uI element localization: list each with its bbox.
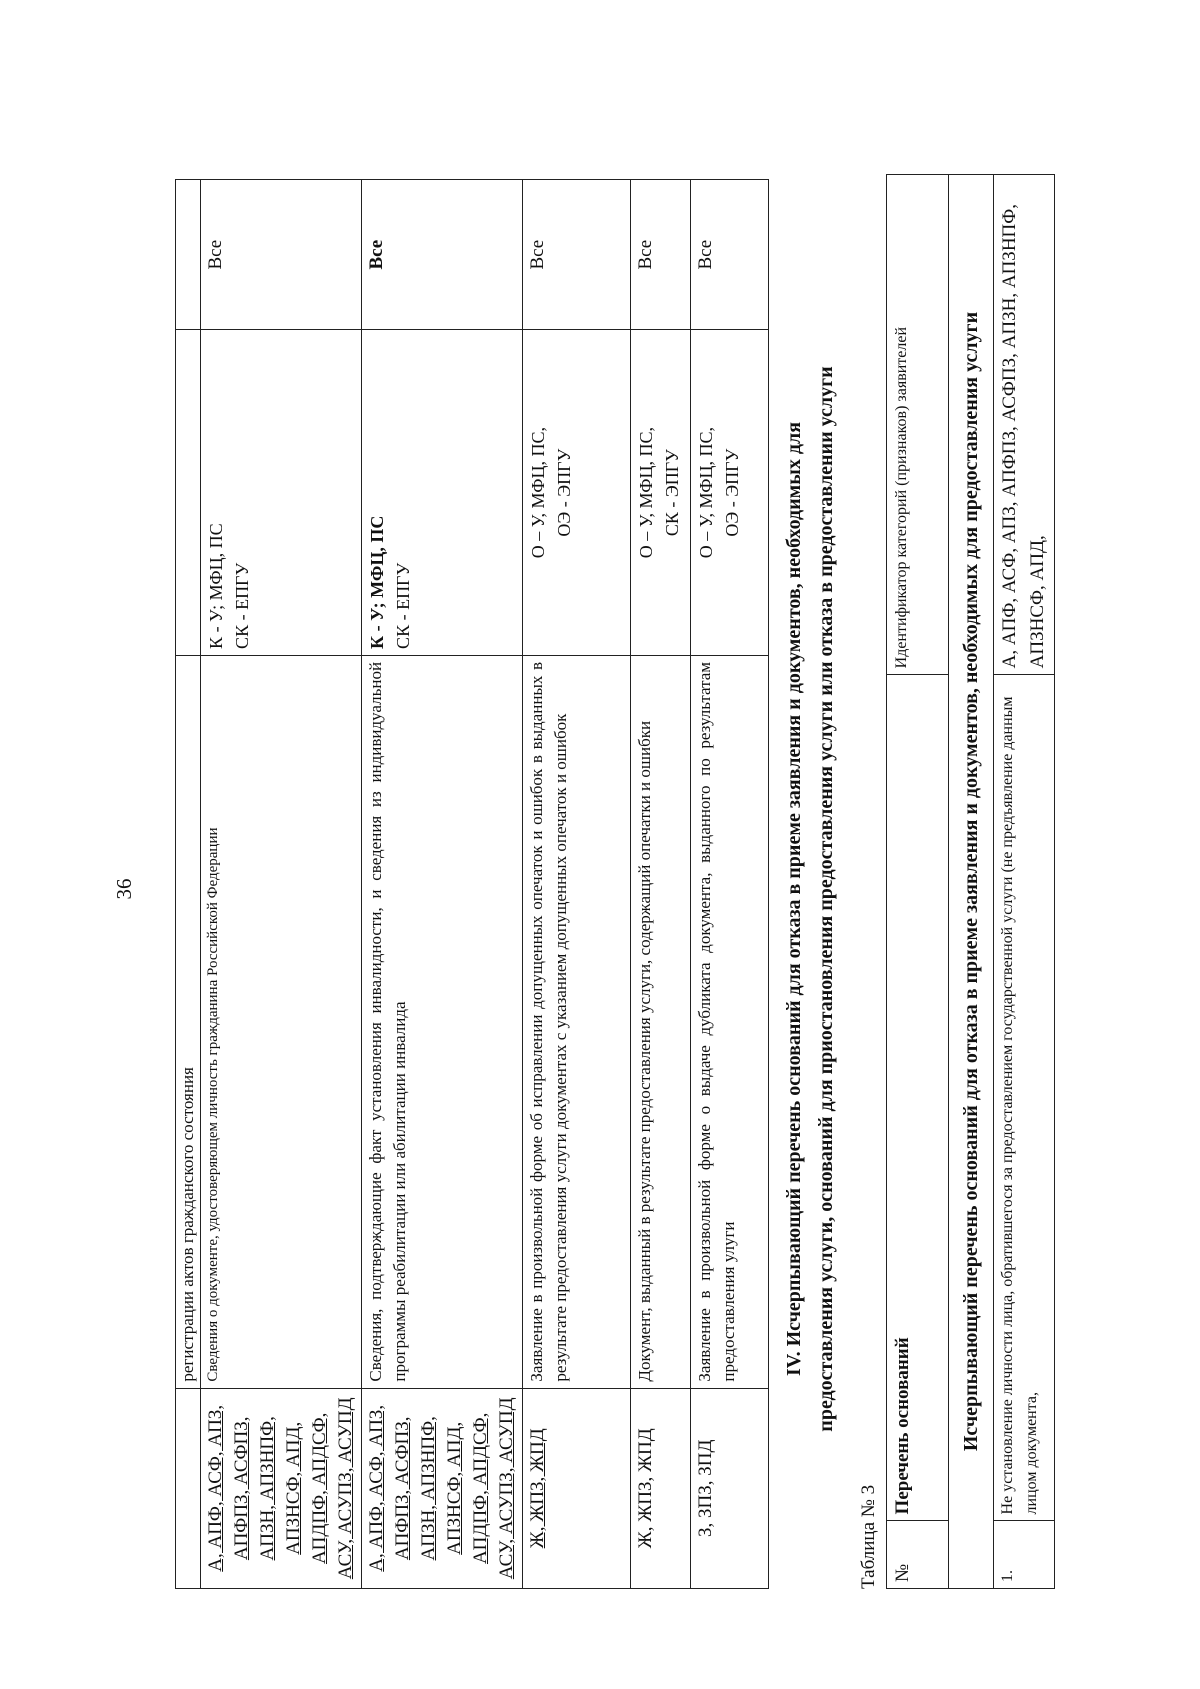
identifier-cell: А, АПФ, АСФ, АПЗ, АПФПЗ, АСФПЗ, АПЗН, АПЗНПФ, АПЗНСФ, АПД, [994, 175, 1055, 675]
table-row [631, 180, 691, 1589]
section-title [778, 259, 842, 1539]
table-row [201, 180, 362, 1589]
basis-cell: Не установление личности лица, обратившегося за предоставлением государственной услуги (не предъявление данным лицом документа, [994, 675, 1055, 1521]
refusal-grounds-table [886, 174, 1055, 1589]
row-number: 1. [994, 1521, 1055, 1589]
channels-cell [691, 330, 769, 656]
table-row [362, 180, 523, 1589]
group-row [949, 175, 994, 1589]
applicants-cell: Все [631, 180, 691, 330]
channels-cell [176, 330, 201, 656]
document-cell: Заявление в произвольной форме об исправлении допущенных опечаток и ошибок в выданных в результате предоставления услуги документах с указанием допущенных опечаток и ошибок [523, 655, 631, 1388]
group-title: Исчерпывающий перечень оснований для отказа в приеме заявления и документов, необходимых для предоставления услуги [949, 175, 994, 1589]
channel-line: ОЭ - ЭПГУ [554, 448, 574, 537]
applicants-cell: Все [362, 180, 523, 330]
table-row [176, 180, 201, 1589]
applicant-ids-cell: Ж, ЖПЗ, ЖПД [631, 1388, 691, 1588]
section-title-line: предоставления услуги, оснований для приостановления предоставления услуги или отказа в предоставлении услуги [815, 366, 837, 1432]
applicant-ids-cell: Ж, ЖПЗ, ЖПД [523, 1388, 631, 1588]
channels-cell [523, 330, 631, 656]
channel-line: СК - ЕПГУ [232, 562, 252, 649]
header-basis: Перечень оснований [887, 675, 949, 1521]
applicants-cell: Все [691, 180, 769, 330]
document-cell: Документ, выданный в результате предоставления услуги, содержащий опечатки и ошибки [631, 655, 691, 1388]
applicant-ids-cell [176, 1388, 201, 1588]
applicant-ids-cell: З, ЗПЗ, ЗПД [691, 1388, 769, 1588]
table-row [691, 180, 769, 1589]
page-number: 36 [112, 878, 136, 900]
header-identifier: Идентификатор категорий (признаков) заявителей [887, 175, 949, 675]
applicants-cell [176, 180, 201, 330]
channels-cell [631, 330, 691, 656]
table-row [994, 175, 1055, 1589]
channel-line: К - У; МФЦ, ПС [206, 523, 226, 649]
channel-line: К - У; МФЦ, ПС [367, 515, 387, 649]
applicants-cell: Все [201, 180, 362, 330]
channel-line: О – У, МФЦ, ПС, [636, 426, 656, 559]
channel-line: ОЭ - ЭПГУ [722, 448, 742, 537]
channel-line: СК - ЕПГУ [393, 562, 413, 649]
document-cell: регистрации актов гражданского состояния [176, 655, 201, 1388]
applicants-cell: Все [523, 180, 631, 330]
document-cell: Заявление в произвольной форме о выдаче дубликата документа, выданного по результатам предоставления улуги [691, 655, 769, 1388]
table-row [523, 180, 631, 1589]
channels-cell [201, 330, 362, 656]
applicant-ids-cell: А, АПФ, АСФ, АПЗ, АПФПЗ, АСФПЗ, АПЗН, АПЗНПФ, АПЗНСФ, АПД, АПДПФ, АПДСФ, АСУ, АСУПЗ, АСУПД [362, 1388, 523, 1588]
channel-line: О – У, МФЦ, ПС, [528, 426, 548, 559]
document-cell: Сведения о документе, удостоверяющем личность гражданина Российской Федерации [201, 655, 362, 1388]
header-number: № [887, 1521, 949, 1589]
document-cell: Сведения, подтверждающие факт установления инвалидности, и сведения из индивидуальной программы реабилитации или абилитации инвалида [362, 655, 523, 1388]
channel-line: О – У, МФЦ, ПС, [696, 426, 716, 559]
documents-table [175, 179, 769, 1589]
section-title-line: IV. Исчерпывающий перечень оснований для отказа в приеме заявления и документов, необходимых для [783, 421, 805, 1377]
channel-line: СК - ЭПГУ [662, 449, 682, 537]
table-header-row [887, 175, 949, 1589]
applicant-ids-cell: А, АПФ, АСФ, АПЗ, АПФПЗ, АСФПЗ, АПЗН, АПЗНПФ, АПЗНСФ, АПД, АПДПФ, АПДСФ, АСУ, АСУПЗ, АСУПД [201, 1388, 362, 1588]
channels-cell [362, 330, 523, 656]
table-label: Таблица № 3 [858, 1484, 879, 1589]
